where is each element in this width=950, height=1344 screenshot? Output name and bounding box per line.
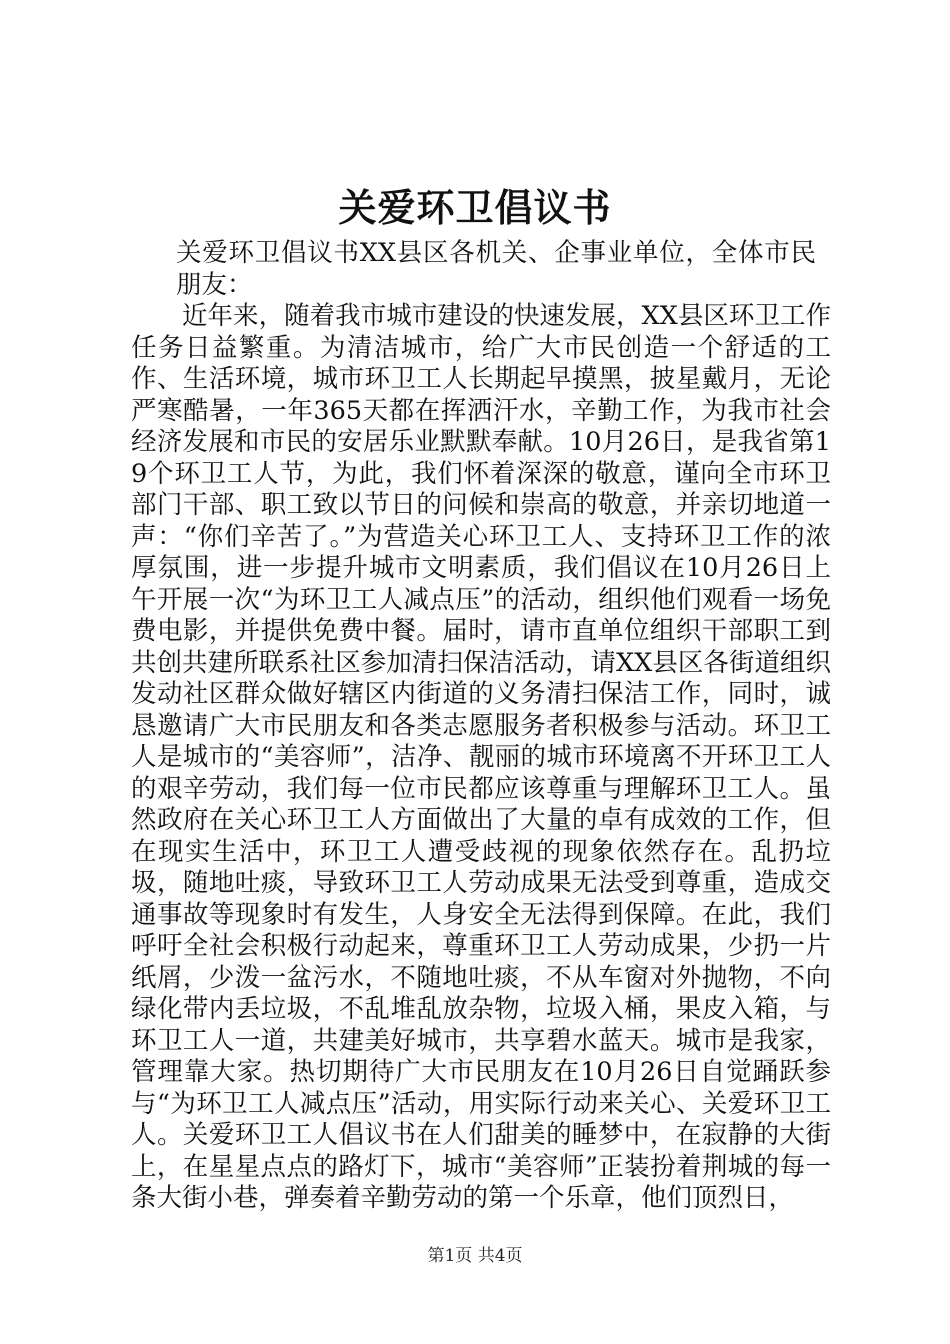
page-number-footer: 第1页 共4页 bbox=[427, 1246, 523, 1266]
salutation: 关爱环卫倡议书XX县区各机关、企事业单位，全体市民朋友： bbox=[176, 238, 816, 300]
page-title: 关爱环卫倡议书 bbox=[338, 185, 612, 230]
body-paragraph: 近年来，随着我市城市建设的快速发展，XX县区环卫工作任务日益繁重。为清洁城市，给广大市民创造一个舒适的工作、生活环境，城市环卫工人长期起早摸黑，披星戴月，无论严寒酷暑，一年365天都在挥洒汗水，辛勤工作，为我市社会经济发展和市民的安居乐业默默奉献。10月26日，是我省第19个环卫工人节，为此，我们怀着深深的敬意，谨向全市环卫部门干部、职工致以节日的问候和崇高的敬意，并亲切地道一声：“你们辛苦了。”为营造关心环卫工人、支持环卫工作的浓厚氛围，进一步提升城市文明素质，我们倡议在10月26日上午开展一次“为环卫工人减点压”的活动，组织他们观看一场免费电影，并提供免费中餐。届时，请市直单位组织干部职工到共创共建所联系社区参加清扫保洁活动，请XX县区各街道组织发动社区群众做好辖区内街道的义务清扫保洁工作，同时，诚恳邀请广大市民朋友和各类志愿服务者积极参与活动。环卫工人是城市的“美容师”，洁净、靓丽的城市环境离不开环卫工人的艰辛劳动，我们每一位市民都应该尊重与理解环卫工人。虽然政府在关心环卫工人方面做出了大量的卓有成效的工作，但在现实生活中，环卫工人遭受歧视的现象依然存在。乱扔垃圾，随地吐痰，导致环卫工人劳动成果无法受到尊重，造成交通事故等现象时有发生，人身安全无法得到保障。在此，我们呼吁全社会积极行动起来，尊重环卫工人劳动成果，少扔一片纸屑，少泼一盆污水，不随地吐痰，不从车窗对外抛物，不向绿化带内丢垃圾，不乱堆乱放杂物，垃圾入桶，果皮入箱，与环卫工人一道，共建美好城市，共享碧水蓝天。城市是我家，管理靠大家。热切期待广大市民朋友在10月26日自觉踊跃参与“为环卫工人减点压”活动，用实际行动来关心、关爱环卫工人。关爱环卫工人倡议书在人们甜美的睡梦中，在寂静的大街上，在星星点点的路灯下，城市“美容师”正装扮着荆城的每一条大街小巷，弹奏着辛勤劳动的第一个乐章，他们顶烈日， bbox=[131, 301, 831, 1213]
